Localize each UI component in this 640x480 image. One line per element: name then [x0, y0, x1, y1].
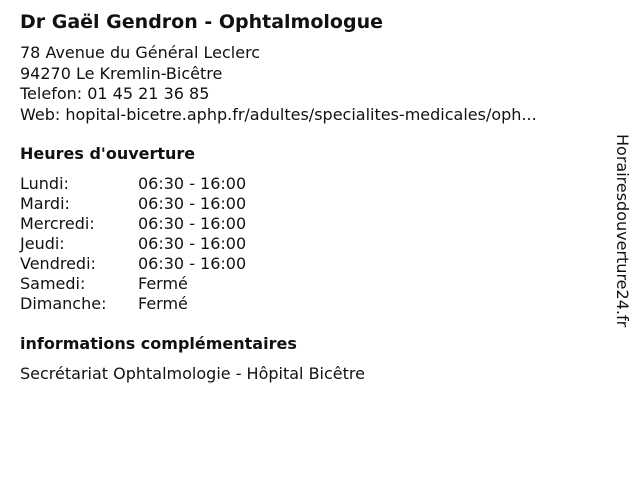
- additional-info-heading: informations complémentaires: [20, 334, 297, 353]
- time-value: 06:30 - 16:00: [138, 174, 247, 193]
- hours-row-sunday: [20, 294, 246, 314]
- day-label: Mercredi:: [20, 214, 95, 233]
- phone-number: Telefon: 01 45 21 36 85: [20, 84, 210, 103]
- day-label: Lundi:: [20, 174, 69, 193]
- hours-row-saturday: [20, 274, 246, 294]
- day-label: Mardi:: [20, 194, 70, 213]
- street-address: 78 Avenue du Général Leclerc: [20, 43, 261, 62]
- site-watermark: Horairesdouverture24.fr: [613, 134, 632, 328]
- day-label: Dimanche:: [20, 294, 107, 313]
- day-label: Jeudi:: [20, 234, 65, 253]
- page-title: Dr Gaël Gendron - Ophtalmologue: [20, 11, 383, 33]
- hours-row-friday: [20, 254, 246, 274]
- opening-hours-table: [20, 174, 246, 314]
- additional-info-text: Secrétariat Ophtalmologie - Hôpital Bicêtre: [20, 364, 365, 383]
- day-label: Vendredi:: [20, 254, 96, 273]
- time-value: Fermé: [138, 294, 188, 313]
- day-label: Samedi:: [20, 274, 86, 293]
- hours-row-thursday: [20, 234, 246, 254]
- city-address: 94270 Le Kremlin-Bicêtre: [20, 63, 223, 83]
- address-block: [20, 43, 537, 125]
- opening-hours-heading: Heures d'ouverture: [20, 144, 196, 163]
- time-value: 06:30 - 16:00: [138, 234, 247, 253]
- time-value: 06:30 - 16:00: [138, 214, 247, 233]
- hours-row-wednesday: [20, 214, 246, 234]
- time-value: 06:30 - 16:00: [138, 194, 247, 213]
- time-value: 06:30 - 16:00: [138, 254, 247, 273]
- website-link[interactable]: Web: hopital-bicetre.aphp.fr/adultes/specialites-medicales/oph...: [20, 104, 537, 124]
- hours-row-monday: [20, 174, 246, 194]
- hours-row-tuesday: [20, 194, 246, 214]
- time-value: Fermé: [138, 274, 188, 293]
